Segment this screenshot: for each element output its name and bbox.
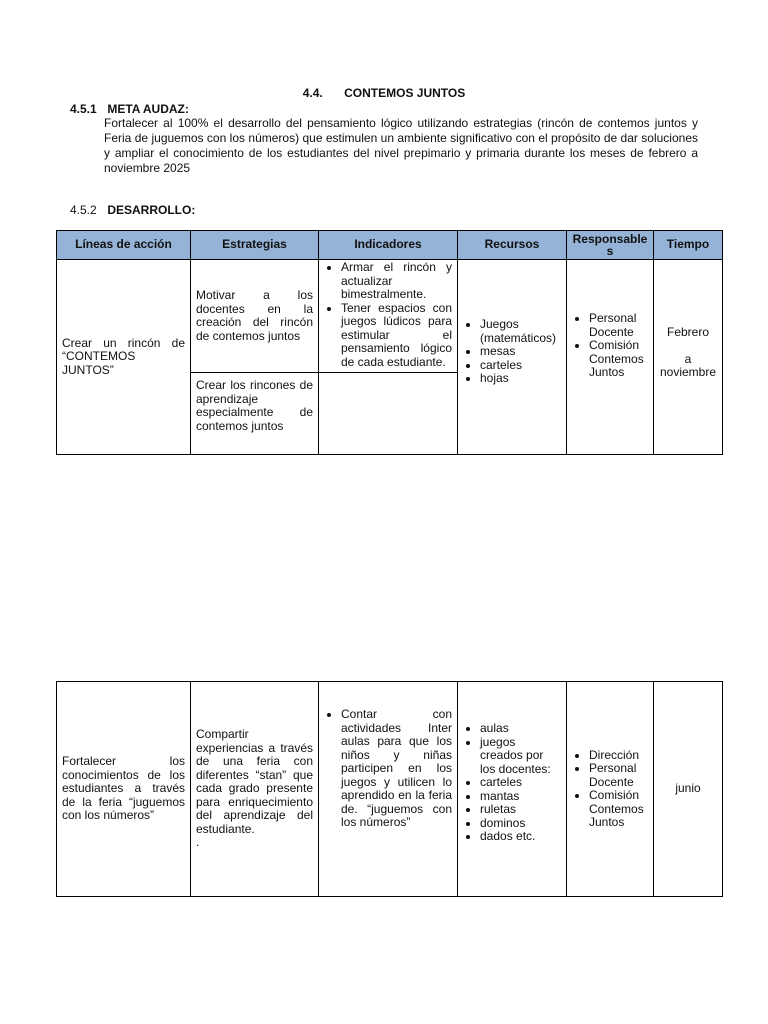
section-title [0,86,768,100]
meta-title: META AUDAZ: [107,102,189,116]
row2-recursos [458,682,567,897]
row2-indicadores [319,682,458,897]
table-row [57,260,723,373]
header-indicadores: Indicadores [319,231,458,260]
list-item: • hojas [480,372,561,386]
row1-estrategia-1: Motivar a los docentes en la creación del rincón de contemos juntos [191,260,319,373]
row2-estrategia-text: Compartir experiencias a través de una feria con diferentes “stan” que cada grado presente para enriquecimiento del aprendizaje del estudiante. [196,727,313,836]
row1-responsables [567,260,654,455]
list-item: • dominos [480,817,561,831]
list-item: • Tener espacios con juegos lúdicos para estimular el pensamiento lógico de cada estudiante. [341,302,452,370]
row1-recursos [458,260,567,455]
row2-linea: Fortalecer los conocimientos de los estudiantes a través de la feria “juguemos con los números” [57,682,191,897]
header-recursos: Recursos [458,231,567,260]
list-item: • Comisión Contemos Juntos [589,339,648,380]
row1-indicadores-empty [319,373,458,455]
header-lineas: Líneas de acción [57,231,191,260]
header-estrategias: Estrategias [191,231,319,260]
list-item: • carteles [480,359,561,373]
row1-linea: Crear un rincón de “CONTEMOS JUNTOS” [57,260,191,455]
list-item: • Armar el rincón y actualizar bimestralmente. [341,261,452,302]
tiempo-start: Febrero [666,325,710,339]
list-item: • aulas [480,722,561,736]
list-item: • Contar con actividades Inter aulas para que los niños y niñas participen en los juegos y utilicen lo aprendido en la feria de. “juguemos con los números” [341,708,452,830]
list-item: • mesas [480,345,561,359]
meta-body: Fortalecer al 100% el desarrollo del pensamiento lógico utilizando estrategias (rincón de contemos juntos y Feria de juguemos con los números) que estimulen un ambiente significativo con el propósito de dar soluciones y ampliar el conocimiento de los estudiantes del nivel prepimario y primaria durante los meses de febrero a noviembre 2025 [104,116,698,175]
row1-tiempo [654,260,723,455]
row2-tiempo: junio [654,682,723,897]
list-item: • dados etc. [480,830,561,844]
list-item: • Personal Docente [589,762,648,789]
tiempo-sep: a [684,351,692,366]
row1-indicadores [319,260,458,373]
list-item: • juegos creados por los docentes: [480,736,561,777]
section-title-text: CONTEMOS JUNTOS [344,86,466,100]
row2-estrategia [191,682,319,897]
list-item: • carteles [480,776,561,790]
header-tiempo: Tiempo [654,231,723,260]
row2-estrategia-dot: . [196,835,200,850]
plan-table-1 [56,230,723,455]
table-header-row [57,231,723,260]
row1-estrategia-2: Crear los rincones de aprendizaje especialmente de contemos juntos [191,373,319,455]
tiempo-end: noviembre [659,365,717,379]
meta-heading [70,102,189,116]
list-item: • Personal Docente [589,312,648,339]
row2-responsables [567,682,654,897]
desarrollo-heading [70,203,195,217]
list-item: • ruletas [480,803,561,817]
list-item: • mantas [480,790,561,804]
list-item: • Dirección [589,749,648,763]
desarrollo-number: 4.5.2 [70,203,97,217]
section-number: 4.4. [302,86,323,100]
header-responsables: Responsables [567,231,654,260]
table-row [57,682,723,897]
list-item: • Juegos (matemáticos) [480,318,561,345]
list-item: • Comisión Contemos Juntos [589,789,648,830]
desarrollo-title: DESARROLLO: [107,203,196,217]
meta-number: 4.5.1 [70,102,97,116]
plan-table-2 [56,681,723,897]
